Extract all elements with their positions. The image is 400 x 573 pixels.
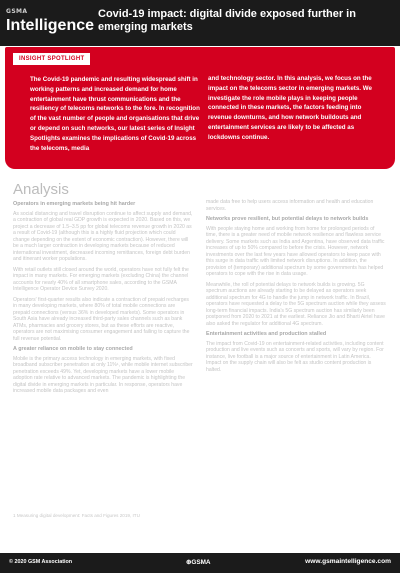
subheading-reliance-on-mobile: A greater reliance on mobile to stay connected (13, 346, 133, 352)
website-link[interactable]: www.gsmaintelligence.com (305, 558, 391, 565)
document-title: Covid-19 impact: digital divide exposed further in emerging markets (98, 8, 356, 33)
intro-text-left: The Covid-19 pandemic and resulting widespread shift in working patterns and increased demand for home entertainment have thrust communications and the resiliency of telecoms networks to the fore. In recognition of the vast number of people and organisations that drive or depend on such networks, our latest series of Insight Spotlights examines the implications of Covid-19 across the telecoms, media (30, 76, 200, 152)
paragraph: Meanwhile, the roll of potential delays to network builds is growing. 5G spectrum auctions are already starting to be delayed as operators seek additional spectrum for 4G to handle the jump in network traffic. In Brazil, operators have requested a delay to the 5G spectrum auction while they assess long-term financial impacts. India's 5G spectrum auction has similarly been postponed from 2020 to 2021 at the earliest. Reliance Jio and Bharti Airtel have also asked the regulator for additional 4G spectrum. (206, 281, 386, 327)
paragraph: Mobile is the primary access technology in emerging markets, with fixed broadband subscriber penetration at only 11%¹, while mobile internet subscriber penetration exceeds 49%. Yet, developing markets have a lower mobile adoption rate relative to advanced markets. The pandemic is highlighting the digital divide in emerging markets in particular. In response, operators have increased mobile data packages and even (13, 355, 193, 394)
brand-gsma-label: GSMA (6, 8, 28, 15)
paragraph: The impact from Covid-19 on entertainment-related activities, including content production and live events such as concerts and sports, will vary by region. For instance, live football is a major source of entertainment in Latin America. Impact on the supply chain will also be felt as studio content production is halted. (206, 340, 384, 373)
paragraph: With people staying home and working from home for prolonged periods of time, there is a greater need of mobile network resilience and flawless service delivery. Some markets such as India and Argentina, have observed data traffic increases of up to 50% compared to before the crisis. However, network investments over the last few years have allowed operators to keep pace with this surge in data traffic with limited network disruptions. In addition, the provision of (temporary) additional spectrum by some governments has helped operators to cope with the rise in data usage. (206, 225, 385, 277)
intro-text-right: and technology sector. In this analysis, we focus on the impact on the telecoms sector in emerging markets. We investigate the role mobile plays in keeping people connected in these markets, the factors feeding into revenue downturns, and how network buildouts and entertainment services are likely to be affected as lockdowns continue. (208, 75, 372, 141)
insight-spotlight-badge: INSIGHT SPOTLIGHT (13, 53, 90, 65)
paragraph: As social distancing and travel disruption continue to affect supply and demand, a contraction of global real GDP growth is expected in 2020. Based on this, we project a decrease of 1.5–3.5 pp for global telecoms revenue growth in 2020 as a result of Covid-19 (although this is a highly fluid projection which could change depending on the extent of economic contraction). However, there will be a much larger contraction in developing markets because of reduced international investment, decreased incoming remittances, foreign debt burden and itinerant worker populations. (13, 210, 193, 262)
footnote: 1 Measuring digital development: Facts and Figures 2019, ITU (13, 513, 140, 518)
insight-spotlight-panel (5, 47, 395, 169)
analysis-heading: Analysis (13, 181, 69, 198)
paragraph: With retail outlets still closed around the world, operators have not fully felt the impact in many markets. For emerging markets (excluding China) the channel accounts for nearly 40% of all smartphone sales, according to the GSMA Intelligence Operator Device Survey 2020. (13, 266, 189, 292)
subheading-networks-resilient: Networks prove resilient, but potential delays to network builds (206, 216, 369, 222)
brand-intelligence-logo: Intelligence (6, 17, 95, 34)
subheading-operators-hit-harder: Operators in emerging markets being hit harder (13, 201, 136, 207)
header-bar (0, 0, 400, 46)
analysis-column-right (206, 199, 386, 377)
gsma-logo: ⊕GSMA (186, 559, 211, 566)
paragraph: made data free to help users access information and health and education services. (206, 199, 374, 212)
copyright-text: © 2020 GSM Association (9, 559, 73, 565)
paragraph: Operators' first-quarter results also indicate a contraction of prepaid recharges in many developing markets, where 80% of total mobile connections are prepaid connections (versus 36% in developed markets). Some operators in South Asia have already increased third-party sales channels such as bank ATMs, pharmacies and grocery stores, but as these efforts are reactive, operators are not maximising consumer engagement and failing to capture the full revenue potential. (13, 296, 190, 342)
analysis-column-left (13, 201, 193, 399)
footer-bar (0, 553, 400, 573)
subheading-entertainment-stalled: Entertainment activities and production stalled (206, 331, 327, 337)
